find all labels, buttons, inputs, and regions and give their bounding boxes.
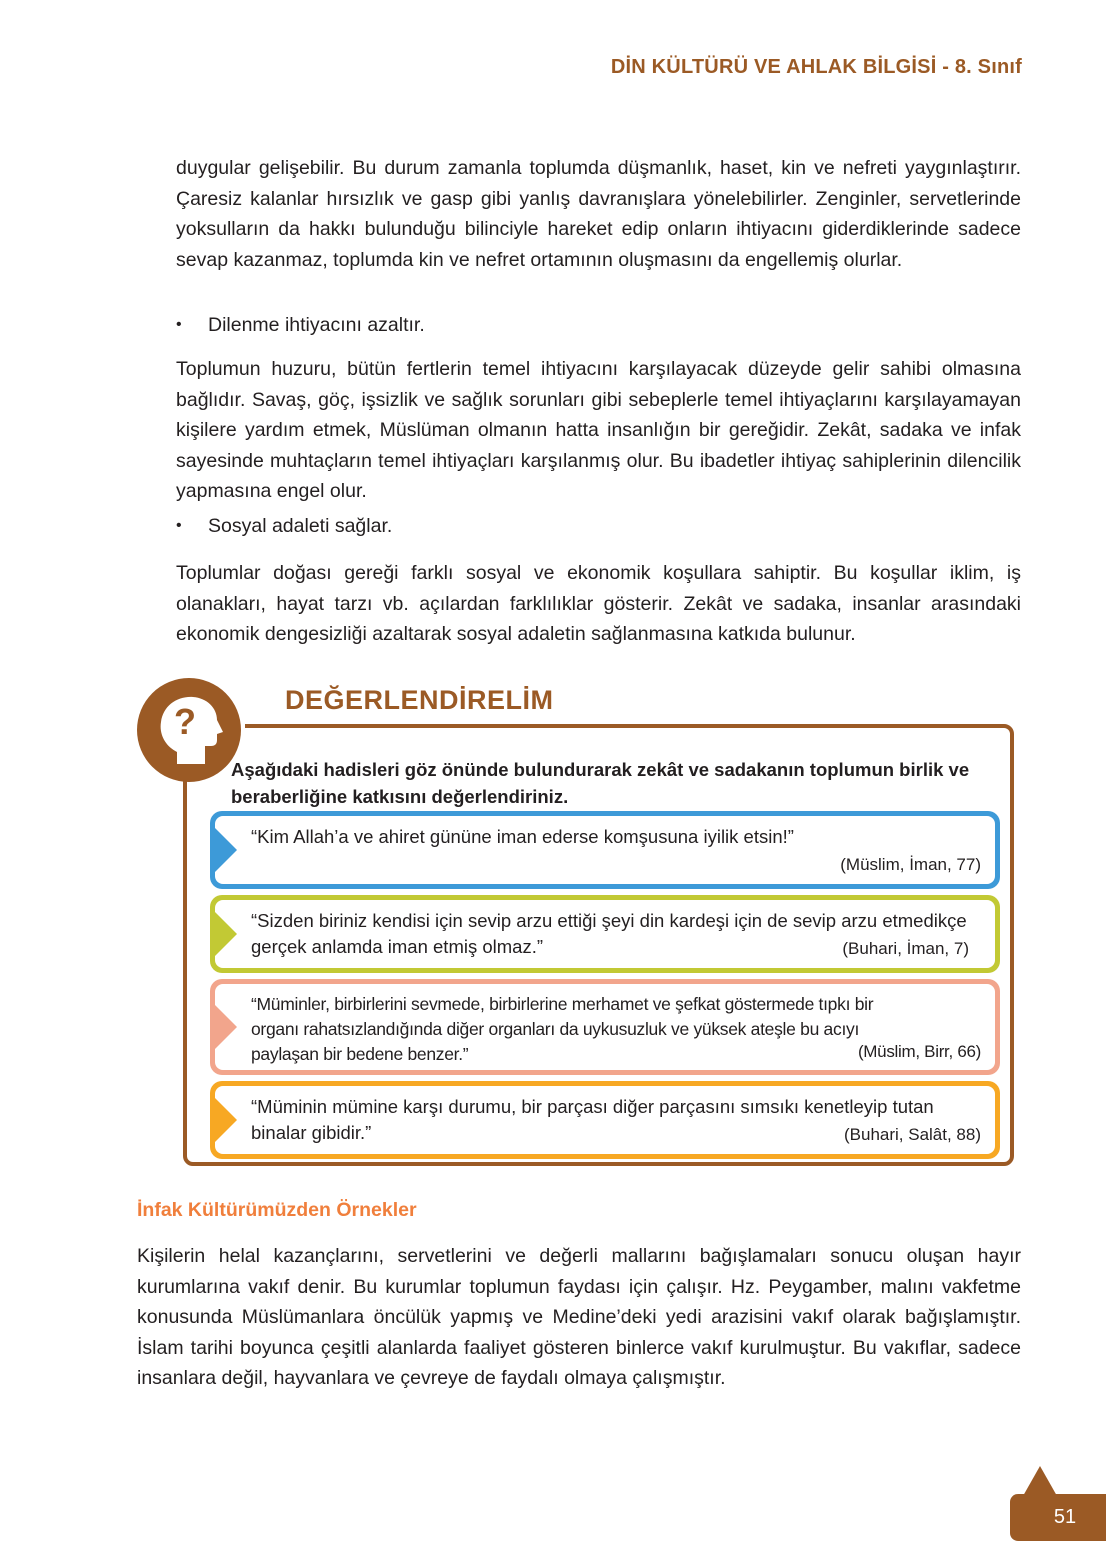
hadith-quote-1 (210, 811, 1000, 889)
arrow-icon (215, 1098, 237, 1142)
arrow-icon (215, 912, 237, 956)
bullet-icon: • (176, 316, 182, 333)
evaluation-instructions: Aşağıdaki hadisleri göz önünde bulundurarak zekât ve sadakanın toplumun birlik ve beraberliğine katkısını değerlendiriniz. (231, 759, 970, 807)
paragraph-2: Toplumun huzuru, bütün fertlerin temel ihtiyacını karşılayacak düzeyde gelir sahibi olmasına bağlıdır. Savaş, göç, işsizlik ve sağlık sorunları gibi sebeplerle temel ihtiyaçlarını karşılayamayan kişilere yardım etmek, Müslüman olmanın hatta insanlığın bir gereğidir. Zekât, sadaka ve infak sayesinde muhtaçların temel ihtiyaçları karşılanmış olur. Bu ibadetler ihtiyaç sahiplerinin dilencilik yapmasına engel olur. (176, 358, 1021, 502)
hadith-quote-4 (210, 1081, 1000, 1159)
quote-text: “Sizden biriniz kendisi için sevip arzu ettiği şeyi din kardeşi için de sevip arzu etmedikçe gerçek anlamda iman etmiş olmaz.” (251, 910, 967, 957)
hadith-quote-2 (210, 895, 1000, 973)
bullet-icon: • (176, 517, 182, 534)
evaluation-title: DEĞERLENDİRELİM (285, 685, 554, 715)
page-number: 51 (1053, 1506, 1077, 1528)
quote-source: (Müslim, Birr, 66) (857, 1042, 981, 1061)
bullet-text: Sosyal adaleti sağlar. (208, 515, 393, 537)
hadith-quote-3 (210, 979, 1000, 1075)
section-paragraph: Kişilerin helal kazançlarını, servetlerini ve değerli mallarını bağışlamaları sonucu oluşan hayır kurumlarına vakıf denir. Bu kurumlar toplumun faydası için çalışır. Hz. Peygamber, malını vakfetme konusunda Müslümanlara öncülük yapmış ve Medine’deki yedi arazisini vakıf olarak bağışlamıştır. İslam tarihi boyunca çeşitli alanlarda faaliyet gösteren binlerce vakıf kurulmuştur. Bu vakıflar, sadece insanlara değil, hayvanlara ve çevreye de faydalı olmaya çalışmıştır. (137, 1245, 1021, 1389)
arrow-icon (215, 828, 237, 872)
quote-text: “Müminler, birbirlerini sevmede, birbirlerine merhamet ve şefkat göstermede tıpkı bir organı rahatsızlandığında diğer organları da uykusuzluk ve yüksek ateşle bu acıyı paylaşan bir bedene benzer.” (251, 994, 874, 1064)
quote-source: (Buhari, İman, 7) (842, 939, 969, 958)
quote-text: “Müminin mümine karşı durumu, bir parçası diğer parçasını sımsıkı kenetleyip tutan binalar gibidir.” (251, 1096, 934, 1143)
arrow-icon (215, 1005, 237, 1049)
page-badge-tip (1023, 1466, 1057, 1496)
head-question-icon (137, 678, 241, 782)
bullet-text: Dilenme ihtiyacını azaltır. (208, 314, 425, 336)
book-title: DİN KÜLTÜRÜ VE AHLAK BİLGİSİ - 8. Sınıf (610, 56, 1022, 78)
quote-text: “Kim Allah’a ve ahiret gününe iman ederse komşusuna iyilik etsin!” (251, 826, 794, 847)
quote-source: (Buhari, Salât, 88) (843, 1125, 981, 1144)
paragraph-1: duygular gelişebilir. Bu durum zamanla toplumda düşmanlık, haset, kin ve nefreti yaygınlaştırır. Çaresiz kalanlar hırsızlık ve gasp gibi yanlış davranışlara yönelebilirler. Zenginler, servetlerinde yoksulların da hakkı bulunduğu bilinciyle hareket edip onların ihtiyacını giderdiklerinde sadece sevap kazanmaz, toplumda kin ve nefret ortamının oluşmasını da engellemiş olurlar. (176, 157, 1021, 271)
section-heading: İnfak Kültürümüzden Örnekler (137, 1199, 417, 1221)
svg-text:?: ? (174, 701, 196, 742)
quote-source: (Müslim, İman, 77) (840, 855, 981, 874)
paragraph-3: Toplumlar doğası gereği farklı sosyal ve ekonomik koşullara sahiptir. Bu koşullar iklim, iş olanakları, hayat tarzı vb. açılardan farklılıklar gösterir. Zekât ve sadaka, insanlar arasındaki ekonomik dengesizliği azaltarak sosyal adaletin sağlanmasına katkıda bulunur. (176, 562, 1021, 645)
